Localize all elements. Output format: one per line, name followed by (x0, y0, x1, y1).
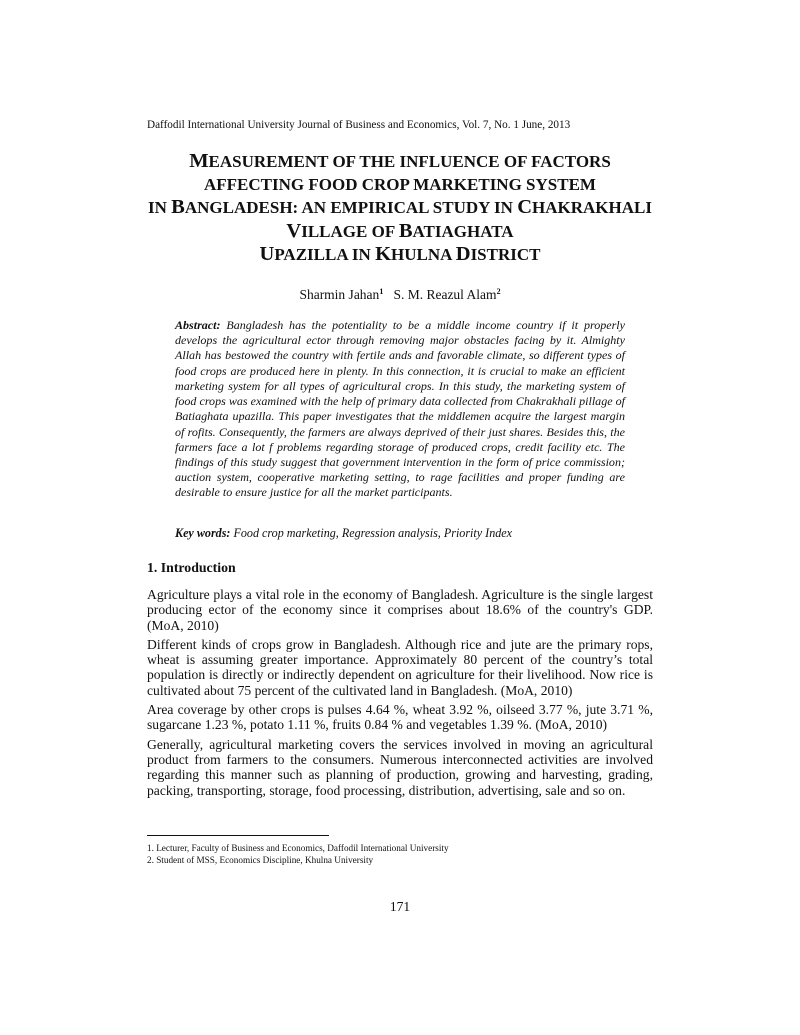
title-line-1: MEASUREMENT OF THE INFLUENCE OF FACTORS (189, 150, 611, 172)
journal-header: Daffodil International University Journal of Business and Economics, Vol. 7, No. 1 June, 2013 (147, 119, 571, 131)
footnotes (147, 843, 449, 866)
abstract (175, 318, 625, 501)
author-2-mark: 2 (496, 287, 501, 296)
author-1-mark: 1 (379, 287, 384, 296)
page-number: 171 (389, 899, 411, 914)
author-list (0, 287, 800, 303)
paper-title (130, 150, 670, 267)
paragraph: Agriculture plays a vital role in the economy of Bangladesh. Agriculture is the single largest producing ector of the economy since it comprises about 18.6% of the country's GDP. (MoA, 2010) (147, 587, 653, 633)
paragraph: Generally, agricultural marketing covers the services involved in moving an agricultural product from farmers to the consumers. Numerous interconnected activities are involved regarding this manner such as planning of production, growing and harvesting, grading, packing, transporting, storage, food processing, distribution, advertising, sale and so on. (147, 736, 653, 798)
title-line-3: IN BANGLADESH: AN EMPIRICAL STUDY IN CHAKRAKHALI (148, 196, 652, 218)
footnote-2: 2. Student of MSS, Economics Discipline, Khulna University (147, 854, 374, 865)
paragraph: Area coverage by other crops is pulses 4.64 %, wheat 3.92 %, oilseed 3.77 %, jute 3.71 %, sugarcane 1.23 %, potato 1.11 %, fruits 0.84 % and vegetables 1.39 %. (MoA, 2010) (147, 702, 653, 733)
author-2: S. M. Reazul Alam (393, 287, 497, 302)
abstract-label: Abstract: (175, 318, 221, 332)
footnote-1: 1. Lecturer, Faculty of Business and Economics, Daffodil International University (147, 843, 449, 853)
keywords (175, 526, 645, 541)
section-heading: 1. Introduction (147, 560, 236, 575)
author-1: Sharmin Jahan (299, 287, 380, 302)
keywords-text: Food crop marketing, Regression analysis, Priority Index (233, 526, 513, 540)
introduction-body (147, 587, 653, 802)
abstract-text: Bangladesh has the potentiality to be a middle income country if it properly develops the agricultural ector through removing major obstacles facing by it. Almighty Allah has bestowed the country with fertile ands and favorable climate, so different types of food crops are produced here in plenty. In this connection, it is crucial to make an efficient marketing system for all types of agricultural crops. In this study, the marketing system of food crops was examined with the help of primary data collected from Chakrakhali pillage of Batiaghata upazilla. This paper investigates that the middlemen acquire the largest margin of rofits. Consequently, the farmers are always deprived of their just shares. Besides this, the farmers face a lot f problems regarding storage of produced crops, credit facility etc. The findings of this study suggest that government intervention in the form of price commission; auction system, cooperative marketing setting, to rage facilities and proper funding are desirable to ensure justice for all the market participants. (175, 318, 625, 500)
keywords-label: Key words: (175, 526, 231, 540)
title-line-5: UPAZILLA IN KHULNA DISTRICT (259, 243, 541, 265)
title-line-4: VILLAGE OF BATIAGHATA (286, 219, 514, 242)
footnote-divider (147, 835, 329, 836)
paragraph: Different kinds of crops grow in Bangladesh. Although rice and jute are the primary rops, wheat is assuming greater importance. Approximately 80 percent of the country’s total population is directly or indirectly dependent on agriculture for their livelihood. Now rice is cultivated about 75 percent of the cultivated land in Bangladesh. (MoA, 2010) (147, 636, 653, 698)
title-line-2: AFFECTING FOOD CROP MARKETING SYSTEM (204, 174, 596, 194)
